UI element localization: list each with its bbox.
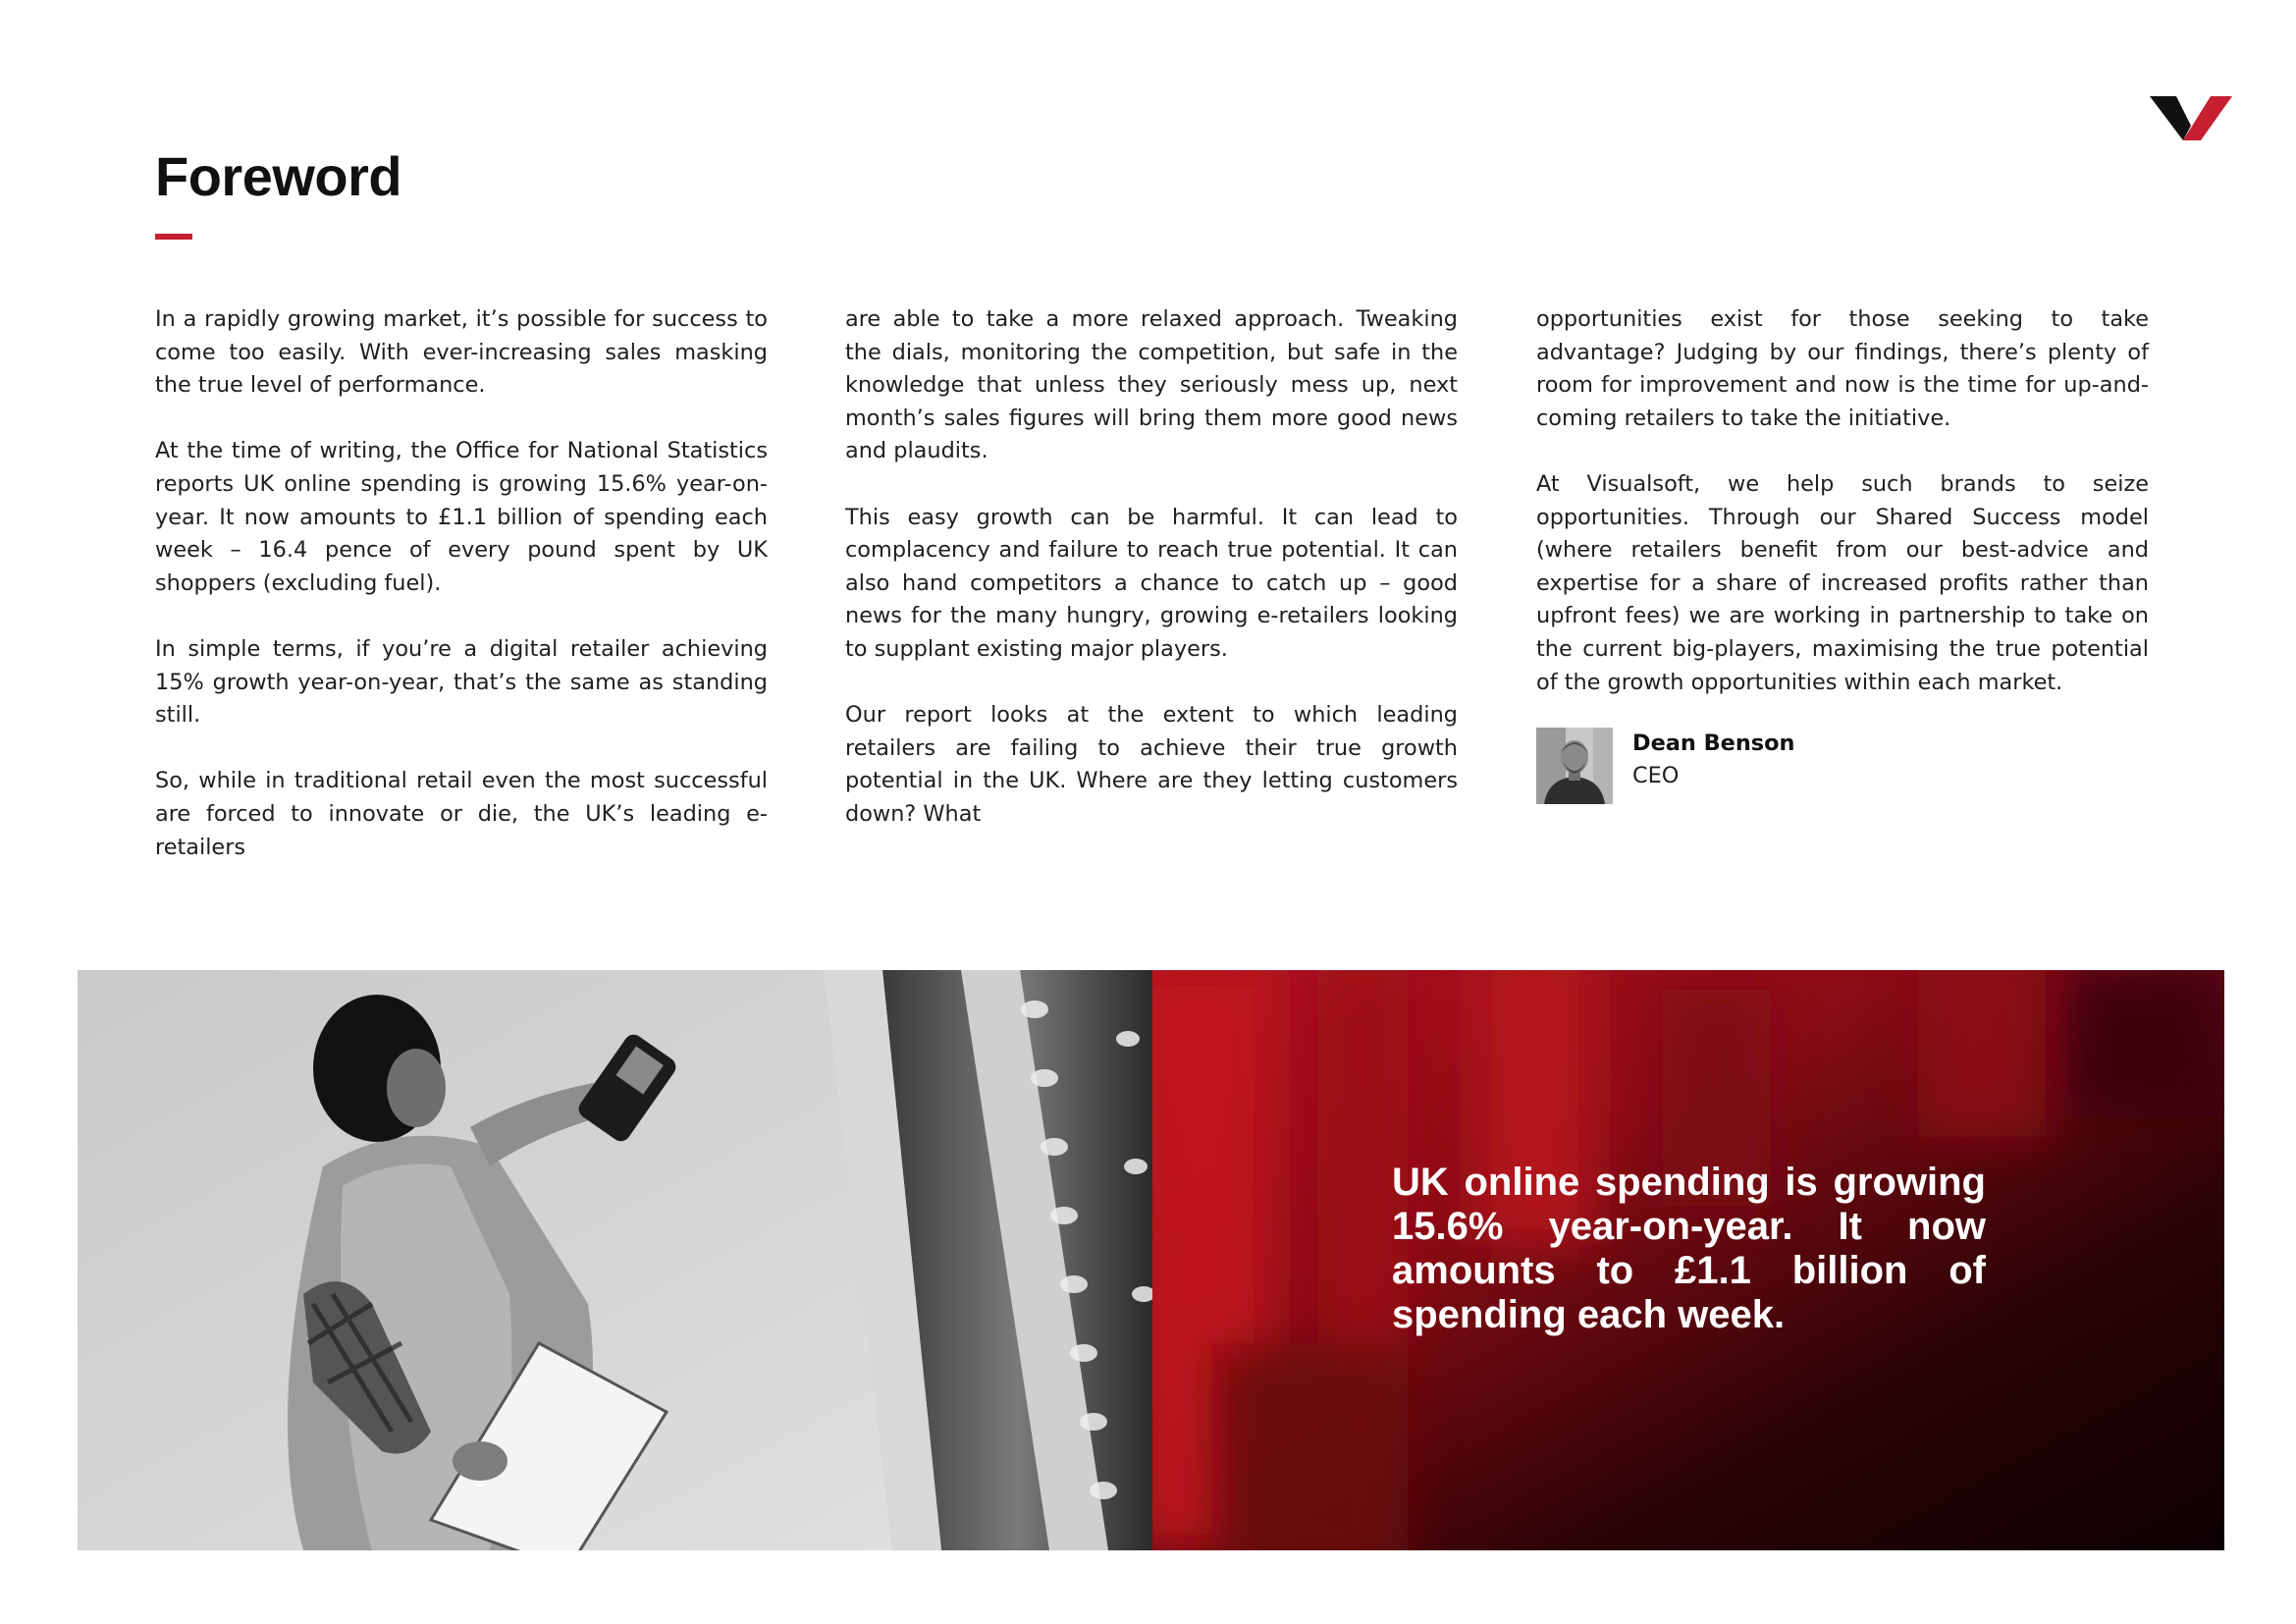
text-column-1 — [155, 303, 768, 864]
paragraph: At Visualsoft, we help such brands to seize opportunities. Through our Shared Success model (where retailers benefit from our best-advice and expertise for a share of increased profits rather than upfront fees) we are working in partnership to take on the current big-players, maximising the true potential of the growth opportunities within each market. — [1536, 470, 2149, 695]
paragraph: opportunities exist for those seeking to take advantage? Judging by our findings, there’s plenty of room for improvement and now is the time for up-and-coming retailers to take the initiative. — [1536, 306, 2149, 431]
paragraph: So, while in traditional retail even the most successful are forced to innovate or die, the UK’s leading e-retailers — [155, 768, 768, 860]
visualsoft-logo-icon — [2150, 94, 2232, 141]
paragraph: are able to take a more relaxed approach. Tweaking the dials, monitoring the competition, but safe in the knowledge that unless they seriously mess up, next month’s sales figures will bring them more good news and plaudits. — [845, 306, 1458, 464]
paragraph: At the time of writing, the Office for National Statistics reports UK online spending is growing 15.6% year-on-year. It now amounts to £1.1 billion of spending each week – 16.4 pence of every pound spent by UK shoppers (excluding fuel). — [155, 438, 768, 596]
paragraph: Our report looks at the extent to which leading retailers are failing to achieve their true growth potential in the UK. Where are they letting customers down? What — [845, 702, 1458, 827]
text-column-2 — [845, 303, 1458, 832]
page-title: Foreword — [155, 145, 402, 207]
author-avatar — [1536, 728, 1613, 804]
author-name: Dean Benson — [1632, 731, 1795, 756]
paragraph: In a rapidly growing market, it’s possible for success to come too easily. With ever-increasing sales masking the true level of performance. — [155, 306, 768, 399]
title-accent-rule — [155, 234, 192, 240]
text-column-3 — [1536, 303, 2149, 699]
paragraph: In simple terms, if you’re a digital retailer achieving 15% growth year-on-year, that’s the same as standing still. — [155, 635, 768, 729]
author-role: CEO — [1632, 763, 1680, 788]
warehouse-worker-photo — [78, 970, 1152, 1550]
paragraph: This easy growth can be harmful. It can lead to complacency and failure to reach true potential. It can also hand competitors a chance to catch up – good news for the many hungry, growing e-retailers looking to supplant existing major players. — [845, 504, 1458, 662]
pull-quote: UK online spending is growing 15.6% year-on-year. It now amounts to £1.1 billion of spending each week. — [1392, 1161, 1986, 1336]
